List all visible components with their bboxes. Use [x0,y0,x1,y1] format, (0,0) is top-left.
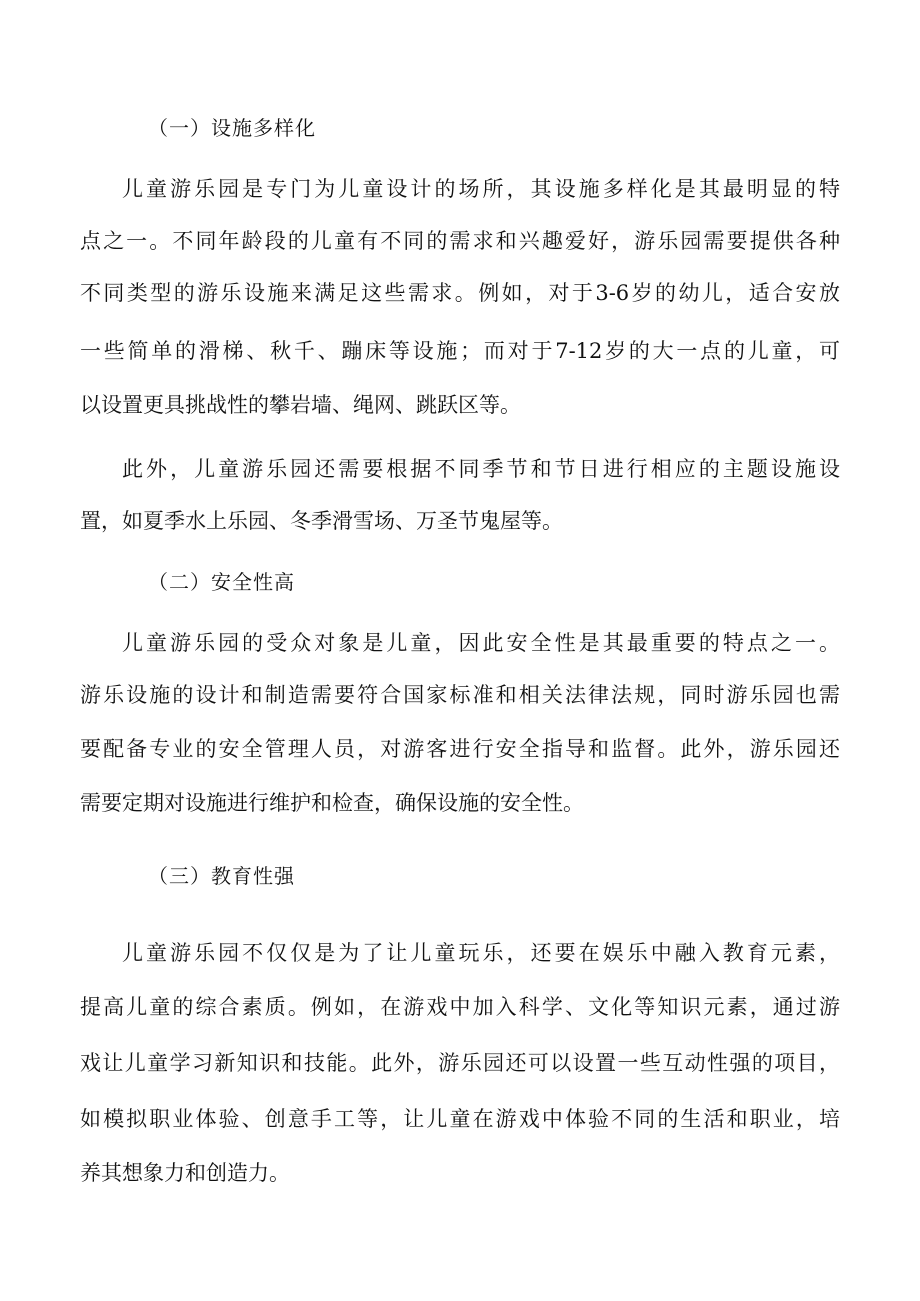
paragraph-line: 提高儿童的综合素质。例如，在游戏中加入科学、文化等知识元素，通过游 [80,995,840,1019]
paragraph-line: 需要定期对设施进行维护和检查，确保设施的安全性。 [80,791,584,815]
section-heading-3: （三）教育性强 [148,864,295,888]
paragraph-line: 不同类型的游乐设施来满足这些需求。例如，对于3-6岁的幼儿，适合安放 [80,281,840,305]
paragraph-line: 一些简单的滑梯、秋千、蹦床等设施；而对于7-12岁的大一点的儿童，可 [80,339,840,363]
section-heading-2: （二）安全性高 [148,570,295,594]
paragraph-line: 游乐设施的设计和制造需要符合国家标准和相关法律法规，同时游乐园也需 [80,683,840,707]
paragraph-line: 养其想象力和创造力。 [80,1161,290,1185]
paragraph-line: 儿童游乐园的受众对象是儿童，因此安全性是其最重要的特点之一。 [122,631,840,655]
paragraph-line: 如模拟职业体验、创意手工等，让儿童在游戏中体验不同的生活和职业，培 [80,1107,840,1131]
paragraph-line: 点之一。不同年龄段的儿童有不同的需求和兴趣爱好，游乐园需要提供各种 [80,229,840,253]
paragraph-line: 置，如夏季水上乐园、冬季滑雪场、万圣节鬼屋等。 [80,509,563,533]
paragraph-line: 以设置更具挑战性的攀岩墙、绳网、跳跃区等。 [80,393,521,417]
paragraph-line: 儿童游乐园不仅仅是为了让儿童玩乐，还要在娱乐中融入教育元素， [122,941,840,965]
paragraph-line: 此外，儿童游乐园还需要根据不同季节和节日进行相应的主题设施设 [122,457,840,481]
paragraph-line: 戏让儿童学习新知识和技能。此外，游乐园还可以设置一些互动性强的项目， [80,1051,840,1075]
paragraph-line: 要配备专业的安全管理人员，对游客进行安全指导和监督。此外，游乐园还 [80,737,840,761]
section-heading-1: （一）设施多样化 [148,116,316,140]
paragraph-line: 儿童游乐园是专门为儿童设计的场所，其设施多样化是其最明显的特 [122,177,840,201]
